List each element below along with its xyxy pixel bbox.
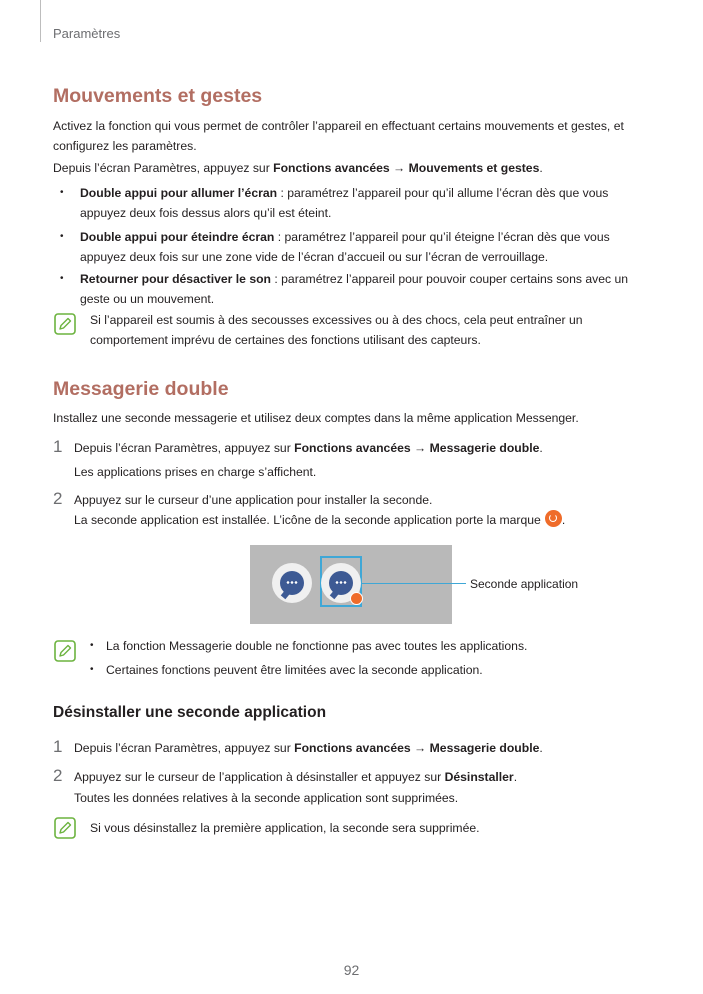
path-item: Fonctions avancées: [273, 161, 390, 175]
note-list-item: [88, 660, 648, 680]
section2-intro: Installez une seconde messagerie et utilisez deux comptes dans la même application Messenger.: [53, 411, 579, 425]
note-pencil-icon: [54, 817, 76, 839]
bullet-text: : paramétrez l’appareil pour qu’il éteigne l’écran dès que vous appuyez deux fois sur une zone vide de l’écran d’accueil ou sur l’écran de verrouillage.: [80, 230, 610, 264]
clone-badge-icon: [350, 592, 363, 605]
bullet-dot: •: [90, 640, 94, 651]
section-title-uninstall: Désinstaller une seconde application: [53, 704, 327, 721]
step-number: 1: [53, 737, 63, 756]
callout-line: [362, 583, 466, 584]
messenger-clone-icon: [321, 563, 361, 603]
step-subtext: Toutes les données relatives à la seconde application sont supprimées.: [74, 791, 459, 805]
step-prefix: Depuis l’écran Paramètres, appuyez sur: [74, 441, 295, 455]
note-pencil-icon: [54, 313, 76, 335]
bullet-term: Double appui pour allumer l’écran: [80, 186, 278, 200]
step-number: 1: [53, 437, 63, 456]
step-subtext: [74, 510, 654, 530]
note-list: [88, 636, 648, 680]
note-text: Si l’appareil est soumis à des secousses excessives ou à des chocs, cela peut entraîner un comportement imprévu de certaines des fonctions utilisant des capteurs.: [90, 313, 583, 347]
step-number: 2: [53, 489, 63, 508]
path-item: Messagerie double: [429, 741, 540, 755]
step-sub-text: La seconde application est installée. L’icône de la seconde application porte la marque: [74, 513, 541, 527]
bullet-item: [58, 183, 648, 223]
section1-intro: Activez la fonction qui vous permet de contrôler l’appareil en effectuant certains mouvements et gestes, et configurez les paramètres.: [53, 119, 624, 153]
path-arrow: →: [410, 741, 430, 755]
chat-bubble-icon: [280, 571, 304, 595]
note-text: La fonction Messagerie double ne fonctionne pas avec toutes les applications.: [106, 639, 528, 653]
bullet-item: [58, 227, 648, 267]
clone-badge-icon: [545, 510, 562, 527]
note-text: Si vous désinstallez la première application, la seconde sera supprimée.: [90, 821, 480, 835]
step-prefix: Appuyez sur le curseur de l’application à désinstaller et appuyez sur: [74, 770, 445, 784]
step-text: Appuyez sur le curseur d’une application pour installer la seconde.: [74, 493, 433, 507]
section1-path: [53, 158, 653, 178]
step-text: [74, 438, 654, 458]
messenger-app-icon: [272, 563, 312, 603]
path-suffix: .: [539, 161, 543, 175]
page-number: 92: [343, 962, 360, 978]
bullet-text: : paramétrez l’appareil pour qu’il allume l’écran dès que vous appuyez deux fois dessus alors qu’il est éteint.: [80, 186, 609, 220]
step-suffix: .: [561, 513, 566, 527]
path-item: Désinstaller: [444, 770, 514, 784]
bullet-term: Retourner pour désactiver le son: [80, 272, 271, 286]
note-text: Certaines fonctions peuvent être limitées avec la seconde application.: [106, 663, 483, 677]
section-title-dual-messenger: Messagerie double: [53, 378, 229, 400]
path-item: Messagerie double: [429, 441, 540, 455]
figure-callout-label: Seconde application: [470, 577, 579, 591]
path-item: Fonctions avancées: [294, 441, 411, 455]
header-divider: [40, 0, 41, 42]
chat-bubble-icon: [329, 571, 353, 595]
bullet-dot: •: [60, 273, 64, 284]
note-list-item: [88, 636, 648, 656]
step-suffix: .: [513, 770, 518, 784]
bullet-text: : paramétrez l’appareil pour pouvoir couper certains sons avec un geste ou un mouvement.: [80, 272, 629, 306]
bullet-dot: •: [90, 664, 94, 675]
path-item: Fonctions avancées: [294, 741, 411, 755]
note-pencil-icon: [54, 640, 76, 662]
dual-messenger-figure: [250, 545, 452, 624]
bullet-dot: •: [60, 231, 64, 242]
step-suffix: .: [539, 441, 543, 455]
step-text: [74, 767, 654, 787]
path-prefix: Depuis l’écran Paramètres, appuyez sur: [53, 161, 274, 175]
bullet-dot: •: [60, 187, 64, 198]
step-number: 2: [53, 766, 63, 785]
step-subtext: Les applications prises en charge s’affichent.: [74, 465, 317, 479]
bullet-term: Double appui pour éteindre écran: [80, 230, 275, 244]
bullet-item: [58, 269, 648, 309]
step-prefix: Depuis l’écran Paramètres, appuyez sur: [74, 741, 295, 755]
section-title-movements: Mouvements et gestes: [53, 85, 263, 107]
path-arrow: →: [410, 441, 430, 455]
step-suffix: .: [539, 741, 543, 755]
running-header: Paramètres: [53, 26, 121, 41]
path-arrow: →: [389, 161, 409, 175]
path-item: Mouvements et gestes: [408, 161, 540, 175]
step-text: [74, 738, 654, 758]
